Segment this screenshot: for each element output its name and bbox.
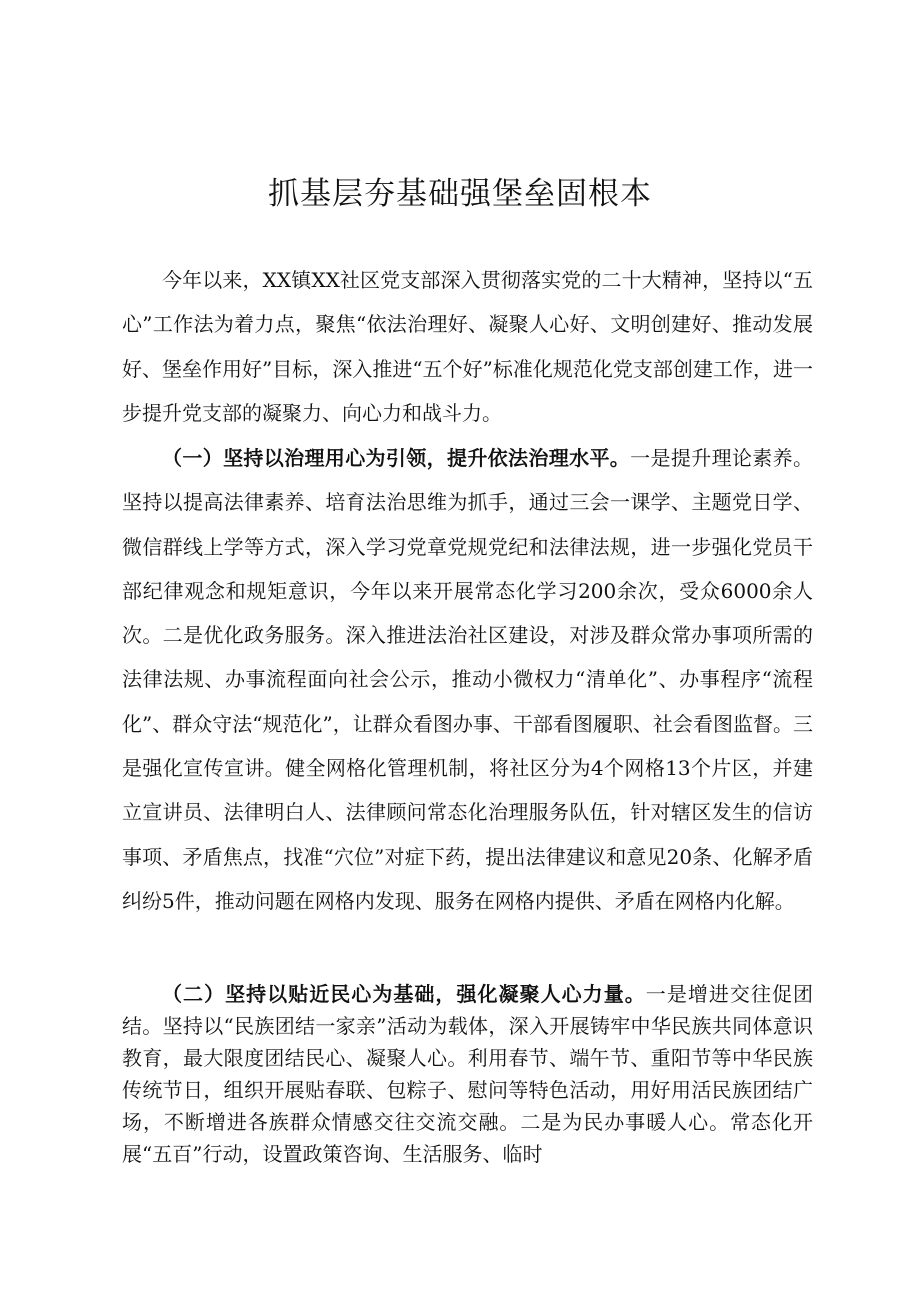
paragraph-intro-body: 今年以来，XX镇XX社区党支部深入贯彻落实党的二十大精神，坚持以“五心”工作法为着力点，聚焦“依法治理好、凝聚人心好、文明创建好、推动发展好、堡垒作用好”目标，深入推进“五个好”标准化规范化党支部创建工作，进一步提升党支部的凝聚力、向心力和战斗力。 bbox=[122, 268, 813, 425]
paragraph-section-1 bbox=[122, 436, 813, 923]
section-2-body: 一是增进交往促团结。坚持以“民族团结一家亲”活动为载体，深入开展铸牢中华民族共同体意识教育，最大限度团结民心、凝聚人心。利用春节、端午节、重阳节等中华民族传统节日，组织开展贴春联、包粽子、慰问等特色活动，用好用活民族团结广场，不断增进各族群众情感交往交流交融。二是为民办事暖人心。常态化开展“五百”行动，设置政策咨询、生活服务、临时 bbox=[122, 982, 814, 1166]
section-1-heading: （一）坚持以治理用心为引领，提升依法治理水平。 bbox=[162, 446, 631, 470]
section-2-heading: （二）坚持以贴近民心为基础，强化凝聚人心力量。 bbox=[162, 982, 646, 1006]
paragraph-section-2 bbox=[122, 978, 813, 1170]
section-1-body: 一是提升理论素养。坚持以提高法律素养、培育法治思维为抓手，通过三会一课学、主题党日学、微信群线上学等方式，深入学习党章党规党纪和法律法规，进一步强化党员干部纪律观念和规矩意识，今年以来开展常态化学习200余次，受众6000余人次。二是优化政务服务。深入推进法治社区建设，对涉及群众常办事项所需的法律法规、办事流程面向社会公示，推动小微权力“清单化”、办事程序“流程化”、群众守法“规范化”，让群众看图办事、干部看图履职、社会看图监督。三是强化宣传宣讲。健全网格化管理机制，将社区分为4个网格13个片区，并建立宣讲员、法律明白人、法律顾问常态化治理服务队伍，针对辖区发生的信访事项、矛盾焦点，找准“穴位”对症下药，提出法律建议和意见20条、化解矛盾纠纷5件，推动问题在网格内发现、服务在网格内提供、矛盾在网格内化解。 bbox=[122, 446, 814, 913]
paragraph-intro bbox=[122, 258, 813, 435]
document-title: 抓基层夯基础强堡垒固根本 bbox=[268, 176, 652, 212]
